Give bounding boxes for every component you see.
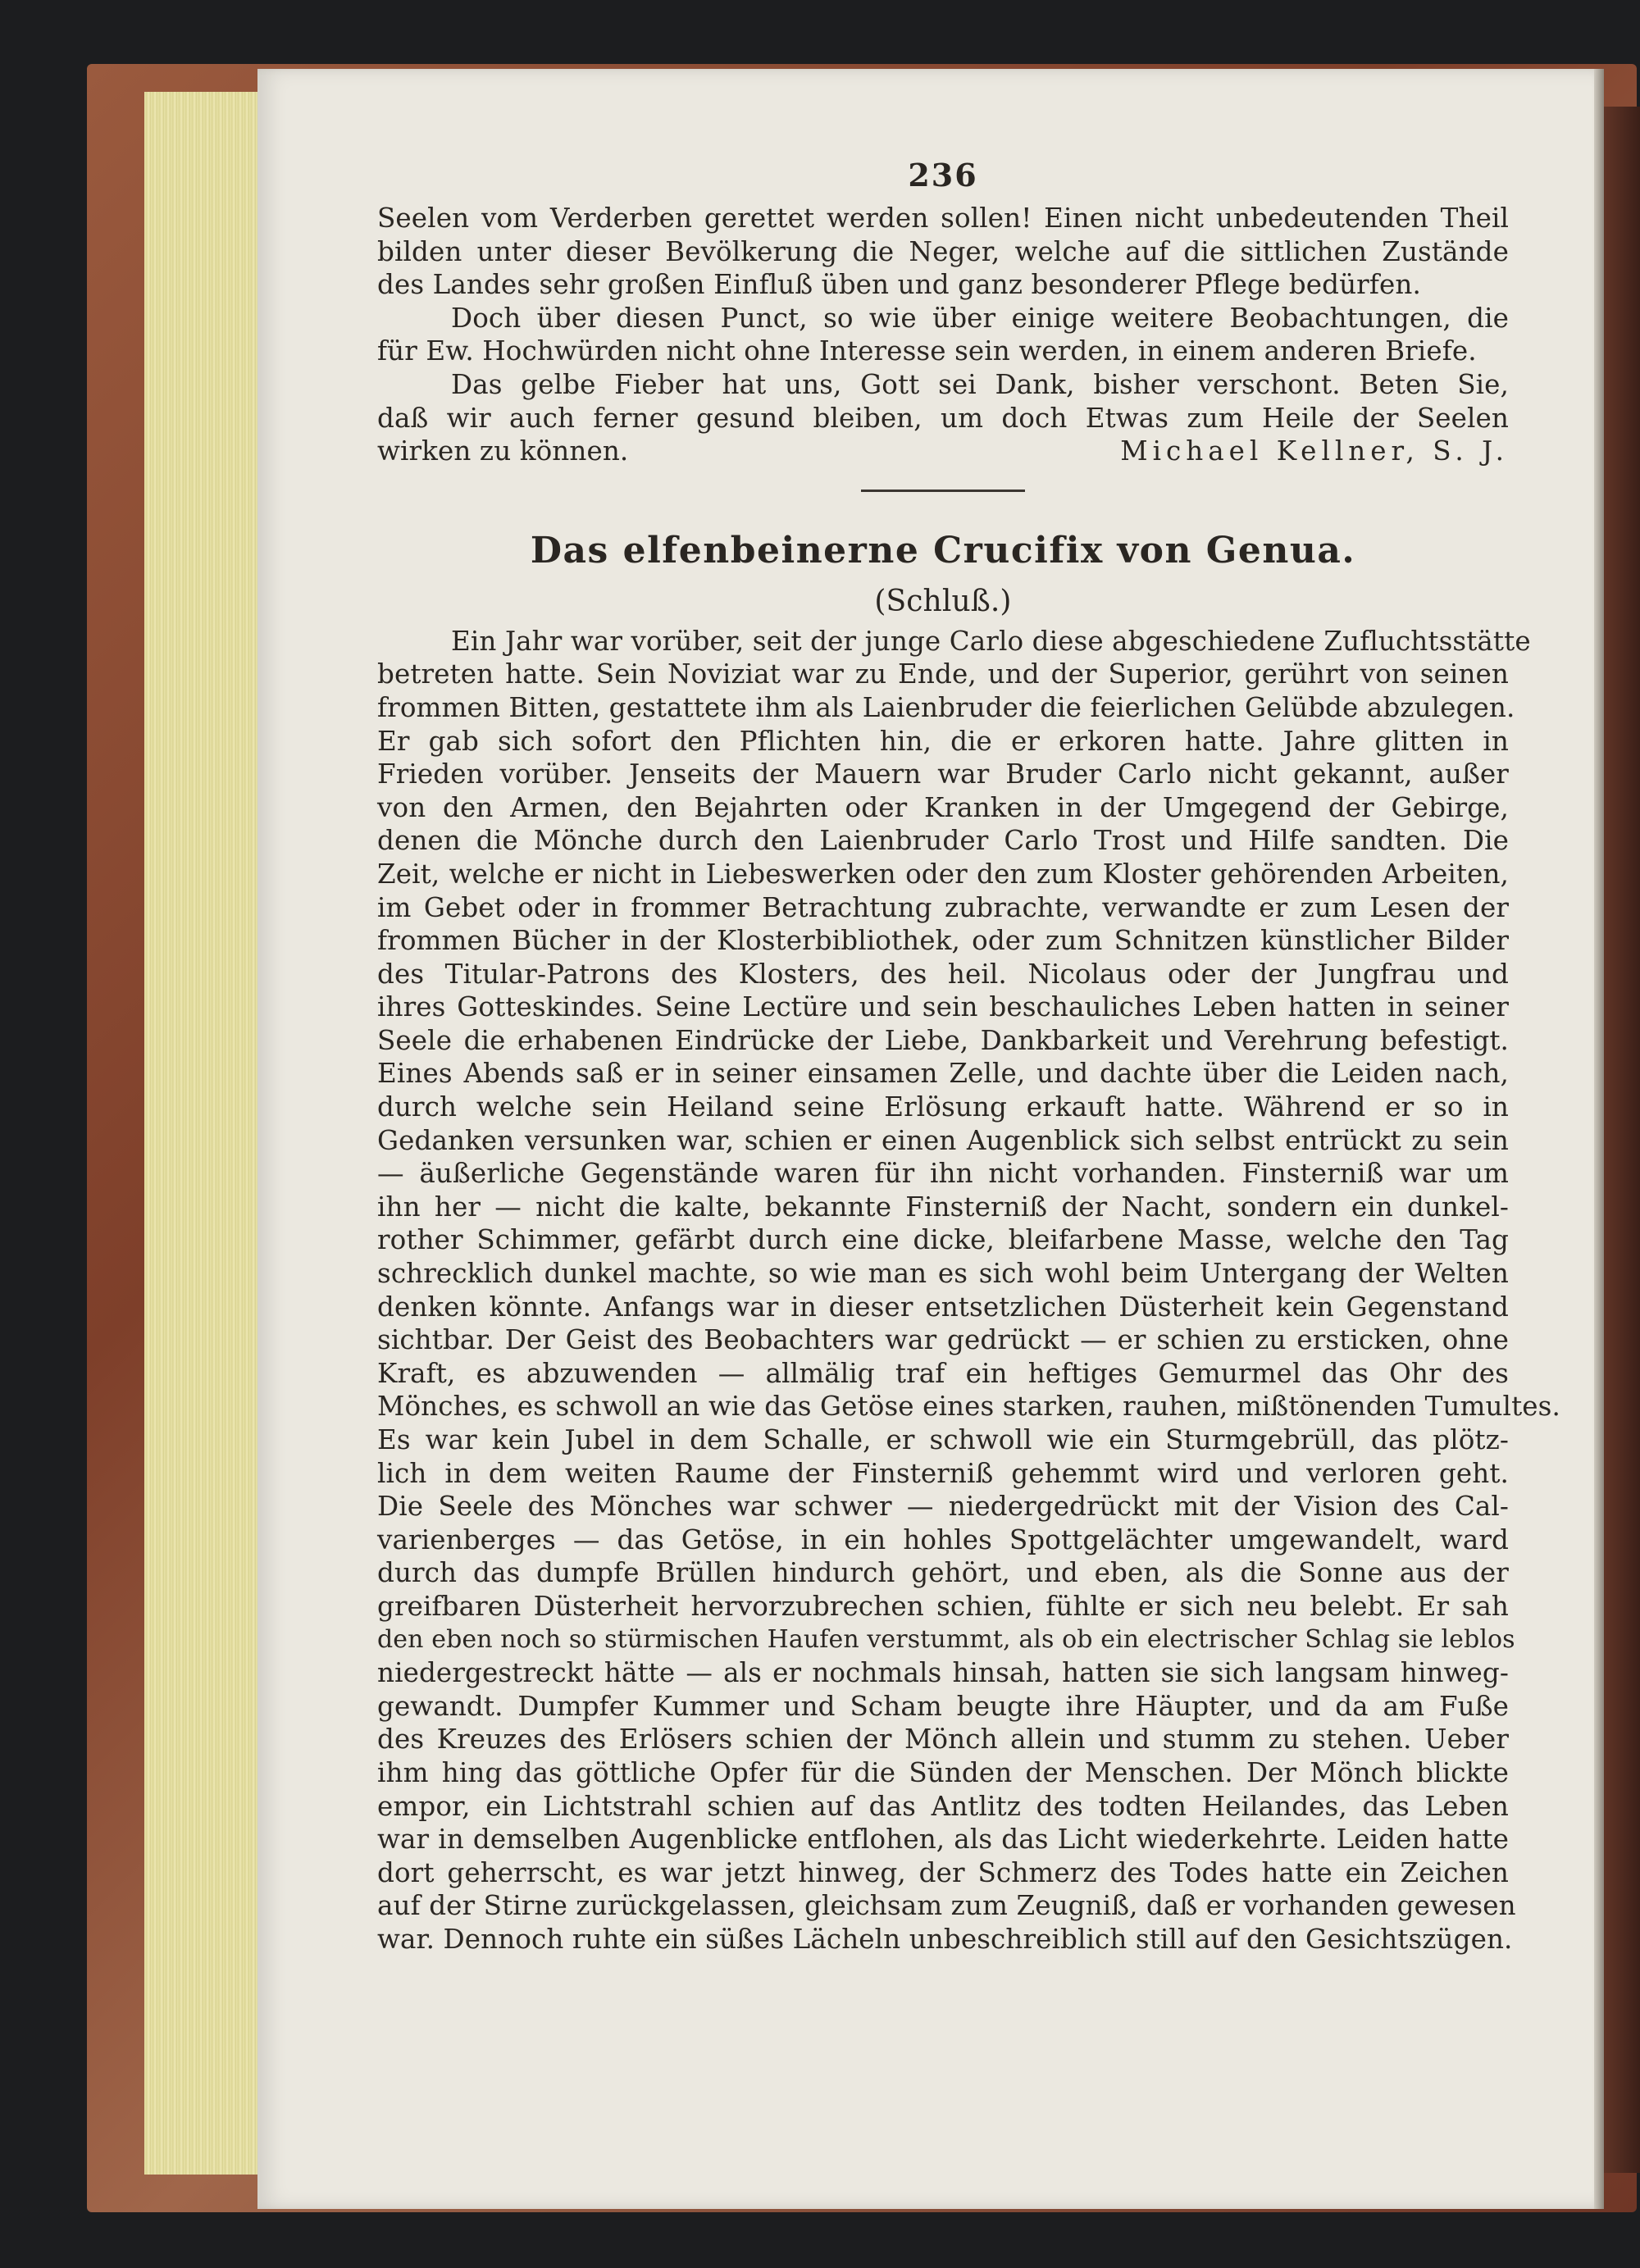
text-line: Doch über diesen Punct, so wie über einige weitere Beobachtungen, die [451, 302, 1509, 334]
text-line: ihres Gotteskindes. Seine Lectüre und sein beschauliches Leben hatten in seiner [377, 991, 1509, 1023]
text-line: war in demselben Augenblicke entflohen, als das Licht wiederkehrte. Leiden hatte [377, 1824, 1509, 1856]
text-line: Seele die erhabenen Eindrücke der Liebe, Dankbarkeit und Verehrung befestigt. [377, 1024, 1509, 1056]
text-line: bilden unter dieser Bevölkerung die Neger, welche auf die sittlichen Zustände [377, 235, 1509, 267]
text-line: für Ew. Hochwürden nicht ohne Interesse sein werden, in einem anderen Briefe. [377, 335, 1477, 367]
text-line: denen die Mönche durch den Laienbruder Carlo Trost und Hilfe sandten. Die [377, 825, 1509, 857]
page-gutter [1594, 69, 1604, 2209]
text-line: den eben noch so stürmischen Haufen verstummt, als ob ein electrischer Schlag sie leblos [377, 1624, 1515, 1654]
text-line: war. Dennoch ruhte ein süßes Lächeln unbeschreiblich still auf den Gesichtszügen. [377, 1923, 1513, 1955]
text-line: Das gelbe Fieber hat uns, Gott sei Dank, bisher verschont. Beten Sie, [451, 368, 1509, 400]
signature: Michael Kellner, S. J. [1120, 435, 1509, 467]
text-line: Mönches, es schwoll an wie das Getöse eines starken, rauhen, mißtönenden Tumultes. [377, 1391, 1560, 1423]
text-line: Gedanken versunken war, schien er einen Augenblick sich selbst entrückt zu sein [377, 1124, 1509, 1156]
text-line: sichtbar. Der Geist des Beobachters war gedrückt — er schien zu ersticken, ohne [377, 1324, 1509, 1356]
text-line: rother Schimmer, gefärbt durch eine dicke, bleifarbene Masse, welche den Tag [377, 1224, 1509, 1256]
text-line: durch das dumpfe Brüllen hindurch gehört, und eben, als die Sonne aus der [377, 1557, 1509, 1589]
page-edges [144, 92, 267, 2175]
text-block [377, 157, 1560, 1956]
text-line: greifbaren Düsterheit hervorzubrechen schien, fühlte er sich neu belebt. Er sah [377, 1590, 1509, 1622]
text-line: des Landes sehr großen Einfluß üben und ganz besonderer Pflege bedürfen. [377, 269, 1421, 301]
text-line: niedergestreckt hätte — als er nochmals hinsah, hatten sie sich langsam hinweg- [377, 1657, 1509, 1689]
text-line: Es war kein Jubel in dem Schalle, er schwoll wie ein Sturmgebrüll, das plötz- [377, 1424, 1509, 1455]
text-line: Seelen vom Verderben gerettet werden sollen! Einen nicht unbedeutenden Theil [377, 203, 1509, 234]
text-line: Kraft, es abzuwenden — allmälig traf ein heftiges Gemurmel das Ohr des [377, 1357, 1509, 1389]
text-line: empor, ein Lichtstrahl schien auf das Antlitz des todten Heilandes, das Leben [377, 1790, 1509, 1822]
text-line: daß wir auch ferner gesund bleiben, um doch Etwas zum Heile der Seelen [377, 402, 1509, 434]
text-line: — äußerliche Gegenstände waren für ihn nicht vorhanden. Finsterniß war um [377, 1158, 1509, 1190]
text-line: durch welche sein Heiland seine Erlösung erkauft hatte. Während er so in [377, 1091, 1509, 1123]
text-line: von den Armen, den Bejahrten oder Kranken in der Umgegend der Gebirge, [377, 791, 1509, 823]
text-line: auf der Stirne zurückgelassen, gleichsam zum Zeugniß, daß er vorhanden gewesen [377, 1890, 1516, 1922]
text-line: lich in dem weiten Raume der Finsterniß gehemmt wird und verloren geht. [377, 1457, 1509, 1489]
article-body [377, 625, 1560, 1956]
text-line: denken könnte. Anfangs war in dieser entsetzlichen Düsterheit kein Gegenstand [377, 1291, 1509, 1323]
letter-continuation [377, 202, 1509, 468]
closing-text: wirken zu können. [377, 435, 629, 467]
article-title: Das elfenbeinerne Crucifix von Genua. [530, 529, 1356, 572]
text-line: des Kreuzes des Erlösers schien der Mönch allein und stumm zu stehen. Ueber [377, 1724, 1509, 1756]
text-line: varienberges — das Getöse, in ein hohles Spottgelächter umgewandelt, ward [377, 1523, 1509, 1555]
closing-line [377, 435, 1509, 468]
text-line: ihn her — nicht die kalte, bekannte Finsterniß der Nacht, sondern ein dunkel- [377, 1191, 1509, 1223]
text-line: Eines Abends saß er in seiner einsamen Zelle, und dachte über die Leiden nach, [377, 1058, 1509, 1090]
text-line: Die Seele des Mönches war schwer — niedergedrückt mit der Vision des Cal- [377, 1491, 1509, 1523]
text-line: im Gebet oder in frommer Betrachtung zubrachte, verwandte er zum Lesen der [377, 891, 1509, 923]
section-divider [861, 490, 1025, 492]
text-line: frommen Bücher in der Klosterbibliothek, oder zum Schnitzen künstlicher Bilder [377, 925, 1509, 957]
article-subtitle: (Schluß.) [874, 584, 1012, 618]
text-line: Frieden vorüber. Jenseits der Mauern war Bruder Carlo nicht gekannt, außer [377, 758, 1509, 790]
page-number: 236 [908, 157, 978, 194]
text-line: frommen Bitten, gestattete ihm als Laienbruder die feierlichen Gelübde abzulegen. [377, 691, 1515, 723]
text-line: betreten hatte. Sein Noviziat war zu Ende, und der Superior, gerührt von seinen [377, 658, 1509, 690]
text-line: Zeit, welche er nicht in Liebeswerken oder den zum Kloster gehörenden Arbeiten, [377, 858, 1509, 890]
text-line: des Titular-Patrons des Klosters, des heil. Nicolaus oder der Jungfrau und [377, 958, 1509, 990]
text-line: gewandt. Dumpfer Kummer und Scham beugte ihre Häupter, und da am Fuße [377, 1690, 1509, 1722]
text-line: ihm hing das göttliche Opfer für die Sünden der Menschen. Der Mönch blickte [377, 1756, 1509, 1788]
text-line: Ein Jahr war vorüber, seit der junge Carlo diese abgeschiedene Zufluchtsstätte [451, 625, 1531, 657]
text-line: schrecklich dunkel machte, so wie man es sich wohl beim Untergang der Welten [377, 1258, 1509, 1290]
book-page [257, 69, 1602, 2209]
text-line: dort geherrscht, es war jetzt hinweg, der Schmerz des Todes hatte ein Zeichen [377, 1856, 1509, 1888]
text-line: Er gab sich sofort den Pflichten hin, die er erkoren hatte. Jahre glitten in [377, 725, 1509, 757]
